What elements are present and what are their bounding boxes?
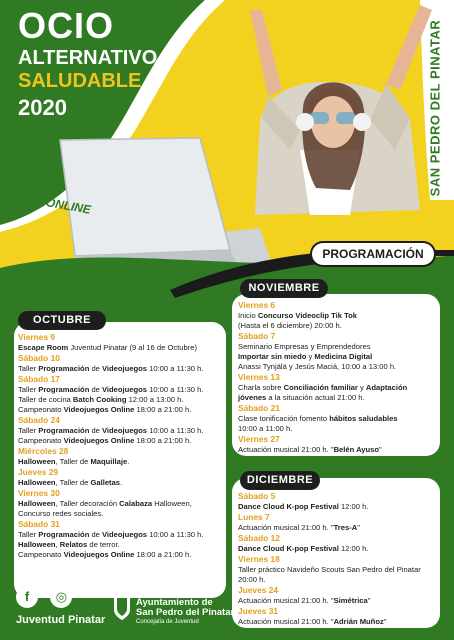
november-events: [238, 300, 407, 455]
december-events: [238, 491, 421, 627]
event-highlight: Programación: [38, 530, 90, 539]
event-highlight: Programación: [38, 426, 90, 435]
event-day: Viernes 27: [238, 434, 280, 444]
event-highlight: Adaptación: [365, 383, 408, 392]
event-highlight: Calabaza: [119, 499, 153, 508]
event-highlight: Videojuegos Online: [63, 550, 135, 559]
event-description: [18, 540, 203, 550]
event-highlight: Escape Room: [18, 343, 69, 352]
event-description: [18, 530, 203, 540]
event-text: y: [357, 383, 366, 392]
event-highlight: Simétrica: [333, 596, 368, 605]
event-highlight: Importar sin miedo: [238, 352, 307, 361]
event-text: 10:00 a 11:30 h.: [147, 530, 204, 539]
event-text: 18:00 a 21:00 h.: [134, 436, 192, 445]
event-text: de: [89, 426, 102, 435]
event-description: [238, 383, 407, 393]
event-text: 20:00 h.: [238, 575, 266, 584]
event-text: Taller: [18, 426, 39, 435]
event-title: [18, 5, 158, 122]
event-text: 12:00 h.: [338, 502, 369, 511]
event-description: [238, 523, 421, 533]
event-description: [18, 499, 203, 509]
event-day: Sábado 7: [238, 331, 276, 341]
event-highlight: Halloween: [18, 457, 56, 466]
event-highlight: Videojuegos Online: [63, 436, 135, 445]
event-day: Jueves 29: [18, 467, 59, 477]
event-highlight: Videojuegos: [102, 426, 148, 435]
ayto-line1: Ayuntamiento de: [136, 597, 213, 608]
crest-icon: [112, 586, 132, 620]
event-day: Lunes 7: [238, 512, 270, 522]
event-text: ": [357, 523, 360, 532]
event-text: Taller: [18, 385, 39, 394]
event-description: [238, 575, 421, 585]
event-day: Sábado 5: [238, 491, 276, 501]
event-text: Juventud Pinatar (9 al 16 de Octubre): [68, 343, 197, 352]
event-description: [238, 342, 407, 352]
event-description: [18, 436, 203, 446]
event-description: [18, 509, 203, 519]
month-november: NOVIEMBRE: [240, 279, 328, 298]
event-highlight: Dance Cloud K-pop Festival: [238, 544, 339, 553]
event-text: Actuación musical 21:00 h. ": [238, 523, 334, 532]
event-text: ,: [55, 540, 60, 549]
event-highlight: Conciliación familiar: [283, 383, 358, 392]
event-day: Jueves 31: [238, 606, 279, 616]
programacion-label: PROGRAMACIÓN: [312, 243, 434, 265]
instagram-icon[interactable]: ◎: [50, 586, 72, 608]
event-day: Sábado 10: [18, 353, 60, 363]
event-text: , Taller decoración: [55, 499, 120, 508]
event-text: 12:00 h.: [338, 544, 369, 553]
event-day: Viernes 18: [238, 554, 280, 564]
event-highlight: Adrián Muñoz: [333, 617, 384, 626]
title-saludable: SALUDABLE: [18, 70, 142, 92]
event-highlight: Videojuegos: [102, 530, 148, 539]
event-highlight: Programación: [38, 385, 90, 394]
event-highlight: Videojuegos Online: [63, 405, 135, 414]
event-text: 10:00 a 11:30 h.: [147, 426, 204, 435]
event-description: [238, 445, 407, 455]
event-description: [238, 414, 407, 424]
event-text: Campeonato: [18, 436, 64, 445]
event-text: ": [383, 617, 387, 626]
month-october: OCTUBRE: [18, 311, 106, 330]
event-text: 18:00 a 21:00 h.: [134, 550, 192, 559]
event-text: Actuación musical 21:00 h. ": [238, 596, 334, 605]
event-text: .: [120, 478, 123, 487]
event-text: de terror.: [87, 540, 120, 549]
event-text: 12:00 a 13:00 h.: [126, 395, 184, 404]
event-text: Actuación musical 21:00 h. ": [238, 617, 334, 626]
event-highlight: jóvenes: [238, 393, 267, 402]
event-text: Clase tonificación fomento: [238, 414, 330, 423]
month-december: DICIEMBRE: [240, 471, 320, 490]
event-day: Viernes 9: [18, 332, 56, 342]
event-description: [238, 565, 421, 575]
event-day: Sábado 24: [18, 415, 60, 425]
location-vertical: [420, 19, 450, 197]
event-description: [238, 311, 407, 321]
event-description: [18, 395, 203, 405]
title-alternativo: ALTERNATIVO: [18, 47, 158, 69]
event-day: Viernes 6: [238, 300, 276, 310]
event-text: .: [127, 457, 130, 466]
event-highlight: hábitos saludables: [329, 414, 398, 423]
event-highlight: Concurso Videoclip Tik Tok: [257, 311, 358, 320]
event-text: Halloween,: [152, 499, 192, 508]
event-highlight: Galletas: [90, 478, 121, 487]
event-text: Seminario Empresas y Emprendedores: [238, 342, 371, 351]
event-highlight: Videojuegos: [102, 385, 148, 394]
event-description: [238, 544, 421, 554]
event-description: [18, 385, 203, 395]
event-text: 18:00 a 21:00 h.: [134, 405, 192, 414]
event-description: [18, 426, 203, 436]
event-text: ": [379, 445, 382, 454]
event-day: Sábado 21: [238, 403, 280, 413]
event-highlight: Halloween: [18, 499, 56, 508]
event-description: [238, 362, 407, 372]
event-day: Jueves 24: [238, 585, 279, 595]
event-description: [238, 352, 407, 362]
event-text: Campeonato: [18, 405, 64, 414]
event-highlight: Medicina Digital: [314, 352, 373, 361]
event-text: Taller: [18, 364, 39, 373]
event-day: Sábado 31: [18, 519, 60, 529]
event-highlight: Batch Cooking: [72, 395, 127, 404]
event-text: y: [306, 352, 315, 361]
event-day: Viernes 13: [238, 372, 280, 382]
event-highlight: Belén Ayuso: [333, 445, 379, 454]
event-highlight: Dance Cloud K-pop Festival: [238, 502, 339, 511]
event-description: [238, 617, 421, 627]
event-text: de: [89, 364, 102, 373]
facebook-icon[interactable]: f: [16, 586, 38, 608]
event-description: [18, 405, 203, 415]
event-highlight: Videojuegos: [102, 364, 148, 373]
event-description: [238, 393, 407, 403]
october-events: [18, 332, 203, 560]
ayto-line2: San Pedro del Pinatar: [136, 607, 235, 618]
event-highlight: Programación: [38, 364, 90, 373]
event-highlight: Relatos: [59, 540, 88, 549]
event-highlight: Halloween: [18, 478, 56, 487]
event-text: ": [367, 596, 371, 605]
event-description: [18, 343, 203, 353]
event-highlight: Tres-A: [333, 523, 358, 532]
event-highlight: Maquillaje: [90, 457, 128, 466]
ayto-line3: Concejalía de Juventud: [136, 619, 199, 625]
event-text: Campeonato: [18, 550, 64, 559]
event-text: , Taller de: [55, 478, 91, 487]
event-text: 10:00 a 11:30 h.: [147, 364, 204, 373]
location-text: SAN PEDRO DEL PINATAR: [427, 19, 443, 197]
online-badge: 100% ONLINE: [11, 189, 92, 217]
title-ocio: OCIO: [18, 5, 115, 46]
event-text: (Hasta el 6 diciembre) 20:00 h.: [238, 321, 342, 330]
event-text: Concurso redes sociales.: [18, 509, 104, 518]
social-icons: [16, 586, 80, 608]
event-description: [18, 550, 203, 560]
event-text: Inicio: [238, 311, 258, 320]
event-text: de: [89, 385, 102, 394]
event-description: [18, 364, 203, 374]
event-day: Sábado 17: [18, 374, 60, 384]
event-text: Taller: [18, 530, 39, 539]
event-description: [18, 478, 203, 488]
event-description: [238, 424, 407, 434]
event-day: Viernes 30: [18, 488, 60, 498]
event-text: Actuación musical 21:00 h. ": [238, 445, 334, 454]
title-year: 2020: [18, 95, 67, 120]
event-text: Anassi Tynjälä y Jesús Maciá, 10:00 a 13:00 h.: [238, 362, 397, 371]
event-day: Miércoles 28: [18, 446, 69, 456]
event-text: 10:00 a 11:30 h.: [147, 385, 204, 394]
event-text: Charla sobre: [238, 383, 284, 392]
event-day: Sábado 12: [238, 533, 280, 543]
event-text: Taller práctico Navideño Scouts San Pedro del Pinatar: [238, 565, 421, 574]
event-highlight: Halloween: [18, 540, 56, 549]
event-description: [18, 457, 203, 467]
event-text: , Taller de: [55, 457, 91, 466]
event-text: Taller de cocina: [18, 395, 73, 404]
social-label: Juventud Pinatar: [16, 614, 106, 626]
event-text: a la situación actual 21:00 h.: [266, 393, 365, 402]
ayuntamiento-block: [136, 598, 234, 626]
event-description: [238, 502, 421, 512]
event-description: [238, 321, 407, 331]
event-text: de: [89, 530, 102, 539]
event-text: 10:00 a 11:00 h.: [238, 424, 293, 433]
event-description: [238, 596, 421, 606]
